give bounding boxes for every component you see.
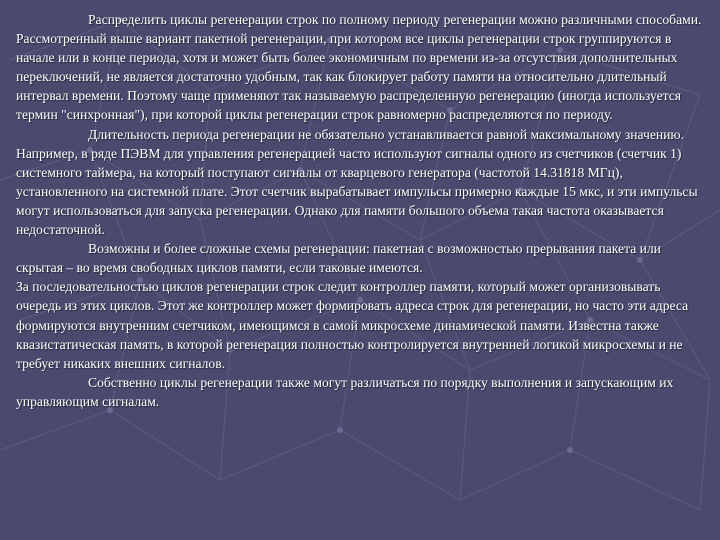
paragraph-memory-controller: За последовательностью циклов регенерации строк следит контроллер памяти, который может организовывать очередь из этих циклов. Этот же контроллер может формировать адреса строк для регенерации, но часто эти адреса формируются внутренним счетчиком, имеющимся в самой микросхеме динамической памяти. Известна также квазистатическая память, в которой регенерация полностью контролируется внутренней логикой микросхемы и не требует никаких внешних сигналов. xyxy=(16,279,689,371)
paragraph-refresh-cycles: Собственно циклы регенерации также могут различаться по порядку выполнения и запускающим их управляющим сигналам. xyxy=(16,374,674,409)
pattern-node xyxy=(337,427,343,433)
slide-body-text xyxy=(16,10,708,411)
pattern-node xyxy=(567,447,573,453)
paragraph-complex-schemes: Возможны и более сложные схемы регенерации: пакетная с возможностью прерывания пакета или скрытая – во время свободных циклов памяти, если таковые имеются. xyxy=(16,241,661,276)
paragraph-refresh-period: Длительность периода регенерации не обязательно устанавливается равной максимальному значению. Например, в ряде ПЭВМ для управления регенерацией часто используют сигналы одного из счетчиков (счетчик 1) системного таймера, на который поступают сигналы от кварцевого генератора (частотой 14.31818 МГц), установленного на системной плате. Этот счетчик вырабатывает импульсы примерно каждые 15 мкс, и эти импульсы могут использоваться для запуска регенерации. Однако для памяти большого объема такая частота оказывается недостаточной. xyxy=(16,126,698,238)
paragraph-refresh-distribution: Распределить циклы регенерации строк по полному периоду регенерации можно различными способами. Рассмотренный выше вариант пакетной регенерации, при котором все циклы регенерации строк группируются в начале или в конце периода, хотя и может быть более экономичным по времени из-за отсутствия дополнительных переключений, не является достаточно удобным, так как блокирует работу памяти на относительно длительный интервал времени. Поэтому чаще применяют так называемую распределенную регенерацию (иногда используется термин "синхронная"), при которой циклы регенерации строк равномерно распределяются по периоду. xyxy=(16,12,702,123)
